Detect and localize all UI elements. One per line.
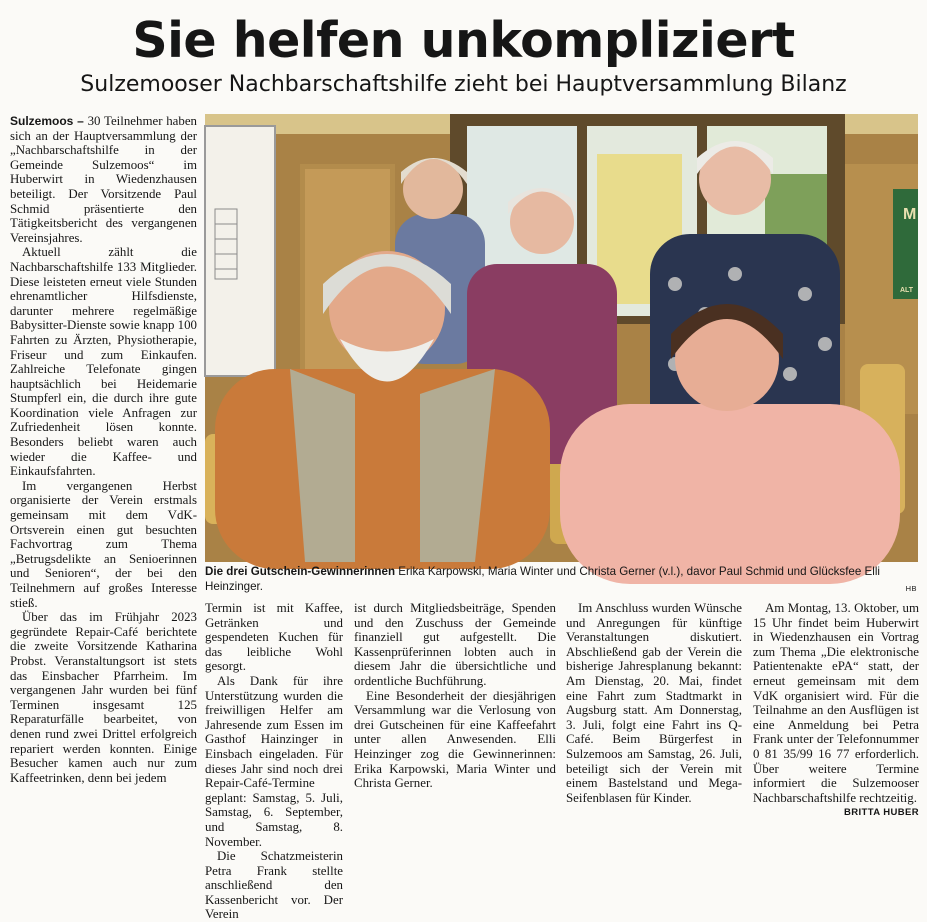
- article-photo: [205, 114, 918, 562]
- paragraph: Aktuell zählt die Nachbarschaftshilfe 133 Mitglieder. Diese leisteten erneut viele Stunden ehrenamtlicher Hilfsdienste, darunter mehrere regelmäßige Babysitter-Dienste sowie knapp 100 Fahrten zu Ärzten, Physiotherapie, Friseur und zum Einkaufen. Zahlreiche Telefonate gingen hauptsächlich bei Heidemarie Stumpferl ein, die durch ihre gute Koordination viele Anfragen zur Zufriedenheit lösen konnte. Besonders beliebt waren auch wieder die Kaffee- und Einkaufsfahrten.: [10, 245, 197, 479]
- subheadline: Sulzemooser Nachbarschaftshilfe zieht bei Hauptversammlung Bilanz: [80, 72, 847, 97]
- caption-lead: Die drei Gutschein-Gewinnerinnen: [205, 565, 396, 578]
- author-byline: BRITTA HUBER: [844, 807, 919, 819]
- photo-sign-text-small: ALT: [900, 287, 914, 294]
- paragraph: Über das im Frühjahr 2023 gegründete Repair-Café berichtete die zweite Vorsitzende Katharina Probst. Veranstaltungsort ist stets das Einsbacher Pfarrheim. Im vergangenen Jahr wurden bei fünf Terminen insgesamt 125 Reparaturfälle bearbeitet, von denen rund zwei Drittel erfolgreich repariert werden konnten. Einige Besucher kamen auch nur zum Kaffeetrinken, denn bei jedem: [10, 610, 197, 785]
- paragraph: Als Dank für ihre Unterstützung wurden die freiwilligen Helfer am Jahresende zum Essen im Gasthof Hainzinger in Einsbach eingeladen. Für dieses Jahr sind noch drei Repair-Café-Termine geplant: Samstag, 5. Juli, Samstag, 6. September, und Samstag, 8. November.: [205, 673, 343, 849]
- article-column-3: [354, 601, 556, 835]
- article-column-1: [10, 114, 197, 834]
- photo-credit: HB: [905, 584, 917, 593]
- paragraph: Eine Besonderheit der diesjährigen Versammlung war die Verlosung von drei Gutscheinen für eine Kaffeefahrt unter allen Anwesenden. Elli Heinzinger zog die Gewinnerinnen: Erika Karpowski, Maria Winter und Christa Gerner.: [354, 688, 556, 791]
- paragraph: Termin ist mit Kaffee, Getränken und gespendeten Kuchen für das leibliche Wohl gesorgt.: [205, 601, 343, 674]
- article-column-2: [205, 601, 343, 922]
- paragraph: [10, 114, 197, 245]
- paragraph-text: 30 Teilnehmer haben sich an der Hauptversammlung der „Nachbarschaftshilfe in der Gemeinde Sulzemoos“ im Huberwirt in Wiedenzhausen beteiligt. Der Vorsitzende Paul Schmid präsentierte den Tätigkeitsbericht des vergangenen Vereinsjahres.: [10, 114, 197, 245]
- paragraph-text: Am Montag, 13. Oktober, um 15 Uhr findet beim Huberwirt in Wiedenzhausen ein Vortrag zum Thema „Die elektronische Patientenakte ePA“ statt, der erneut gemeinsam mit dem VdK organisiert wird. Für die Teilnahme an den Ausflügen ist eine Anmeldung bei Petra Frank unter der Telefonnummer 0 81 35/99 16 77 erforderlich. Über weitere Termine informiert die Sulzemooser Nachbarschaftshilfe rechtzeitig.: [753, 601, 919, 805]
- article-column-5: [753, 601, 919, 835]
- photo-caption: [205, 565, 918, 594]
- paragraph: Im vergangenen Herbst organisierte der Verein erstmals gemeinsam mit dem VdK-Ortsverein einen gut besuchten Fachvortrag zum Thema „Betrugsdelikte an Senioerinnen und Senioren“, der bei den Teilnehmern auf großes Interesse stieß.: [10, 478, 197, 610]
- photo-sign-text: M: [903, 206, 917, 223]
- paragraph: Im Anschluss wurden Wünsche und Anregungen für künftige Veranstaltungen diskutiert. Abschließend gab der Verein die bisherige Jahresplanung bekannt: Am Dienstag, 20. Mai, findet eine Fahrt zum Stadtmarkt in Augsburg statt. Am Donnerstag, 3. Juli, folgt eine Fahrt ins Q-Café. Beim Bürgerfest in Sulzemoos am Samstag, 26. Juli, beteiligt sich der Verein mit einem Bastelstand und Mega-Seifenblasen für Kinder.: [566, 601, 742, 805]
- headline: Sie helfen unkompliziert: [132, 12, 795, 69]
- caption-text: Erika Karpowski, Maria Winter und Christa Gerner (v.l.), davor Paul Schmid und Glücksfee Elli Heinzinger.: [205, 565, 881, 593]
- dateline: Sulzemoos –: [10, 114, 84, 128]
- paragraph: Die Schatzmeisterin Petra Frank stellte anschließend den Kassenbericht vor. Der Verein: [205, 849, 343, 922]
- paragraph: [753, 601, 919, 819]
- article-column-4: [566, 601, 742, 835]
- paragraph: ist durch Mitgliedsbeiträge, Spenden und den Zuschuss der Gemeinde finanziell gut aufgestellt. Die Kassenprüferinnen lobten auch in diesem Jahr die übersichtliche und ordentliche Buchführung.: [354, 601, 556, 688]
